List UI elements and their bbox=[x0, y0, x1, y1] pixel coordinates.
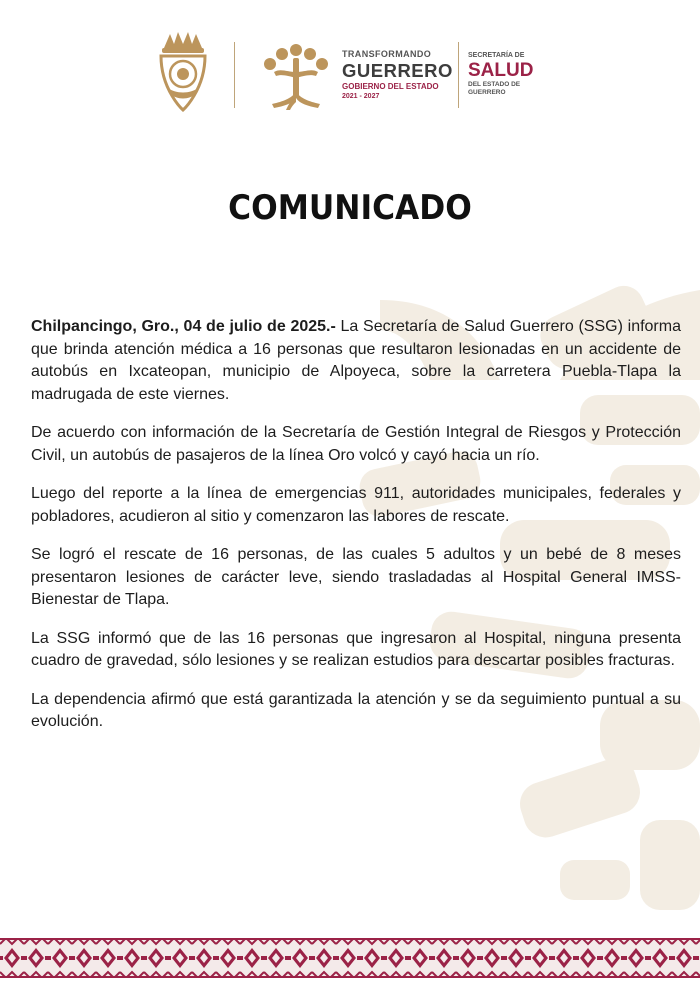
gobierno-guerrero-logo bbox=[342, 50, 453, 100]
secretaria-salud-logo bbox=[468, 52, 533, 96]
header-divider-2 bbox=[458, 42, 459, 108]
dateline: Chilpancingo, Gro., 04 de julio de 2025.- bbox=[31, 318, 336, 335]
press-release-body bbox=[31, 316, 681, 750]
border-pattern bbox=[0, 938, 700, 978]
header-divider-1 bbox=[234, 42, 235, 108]
gobierno-line2: GUERRERO bbox=[342, 60, 453, 81]
paragraph-4: Se logró el rescate de 16 personas, de las cuales 5 adultos y un bebé de 8 meses presentaron lesiones de carácter leve, siendo trasladadas al Hospital General IMSS-Bienestar de Tlapa. bbox=[31, 546, 681, 608]
paragraph-1 bbox=[31, 316, 681, 406]
page-title: COMUNICADO bbox=[228, 188, 472, 228]
tree-emblem-icon bbox=[260, 42, 332, 110]
salud-line3: DEL ESTADO DE bbox=[468, 81, 521, 88]
salud-line2: SALUD bbox=[468, 60, 534, 81]
salud-line4: GUERRERO bbox=[468, 88, 506, 96]
gobierno-line1: TRANSFORMANDO bbox=[342, 49, 432, 59]
gobierno-line4: 2021 - 2027 bbox=[342, 92, 380, 100]
gobierno-line3: GOBIERNO DEL ESTADO bbox=[342, 81, 439, 91]
paragraph-6: La dependencia afirmó que está garantizada la atención y se da seguimiento puntual a su evolución. bbox=[31, 690, 681, 730]
state-seal-icon bbox=[156, 30, 210, 114]
paragraph-5: La SSG informó que de las 16 personas que ingresaron al Hospital, ninguna presenta cuadro de gravedad, sólo lesiones y se realizan estudios para descartar posibles fracturas. bbox=[31, 629, 681, 669]
paragraph-1-text: La Secretaría de Salud Guerrero (SSG) informa que brinda atención médica a 16 personas que resultaron lesionadas en un accidente de autobús en Ixcateopan, municipio de Alpoyeca, sobre la carretera Puebla-Tlapa la madrugada de este viernes. bbox=[31, 318, 681, 403]
paragraph-2: De acuerdo con información de la Secretaría de Gestión Integral de Riesgos y Protección Civil, un autobús de pasajeros de la línea Oro volcó y cayó hacia un río. bbox=[31, 424, 681, 464]
salud-line1: SECRETARÍA DE bbox=[468, 52, 525, 59]
paragraph-3: Luego del reporte a la línea de emergencias 911, autoridades municipales, federales y pobladores, acudieron al sitio y comenzaron las labores de rescate. bbox=[31, 485, 681, 525]
header-logos bbox=[150, 28, 580, 118]
